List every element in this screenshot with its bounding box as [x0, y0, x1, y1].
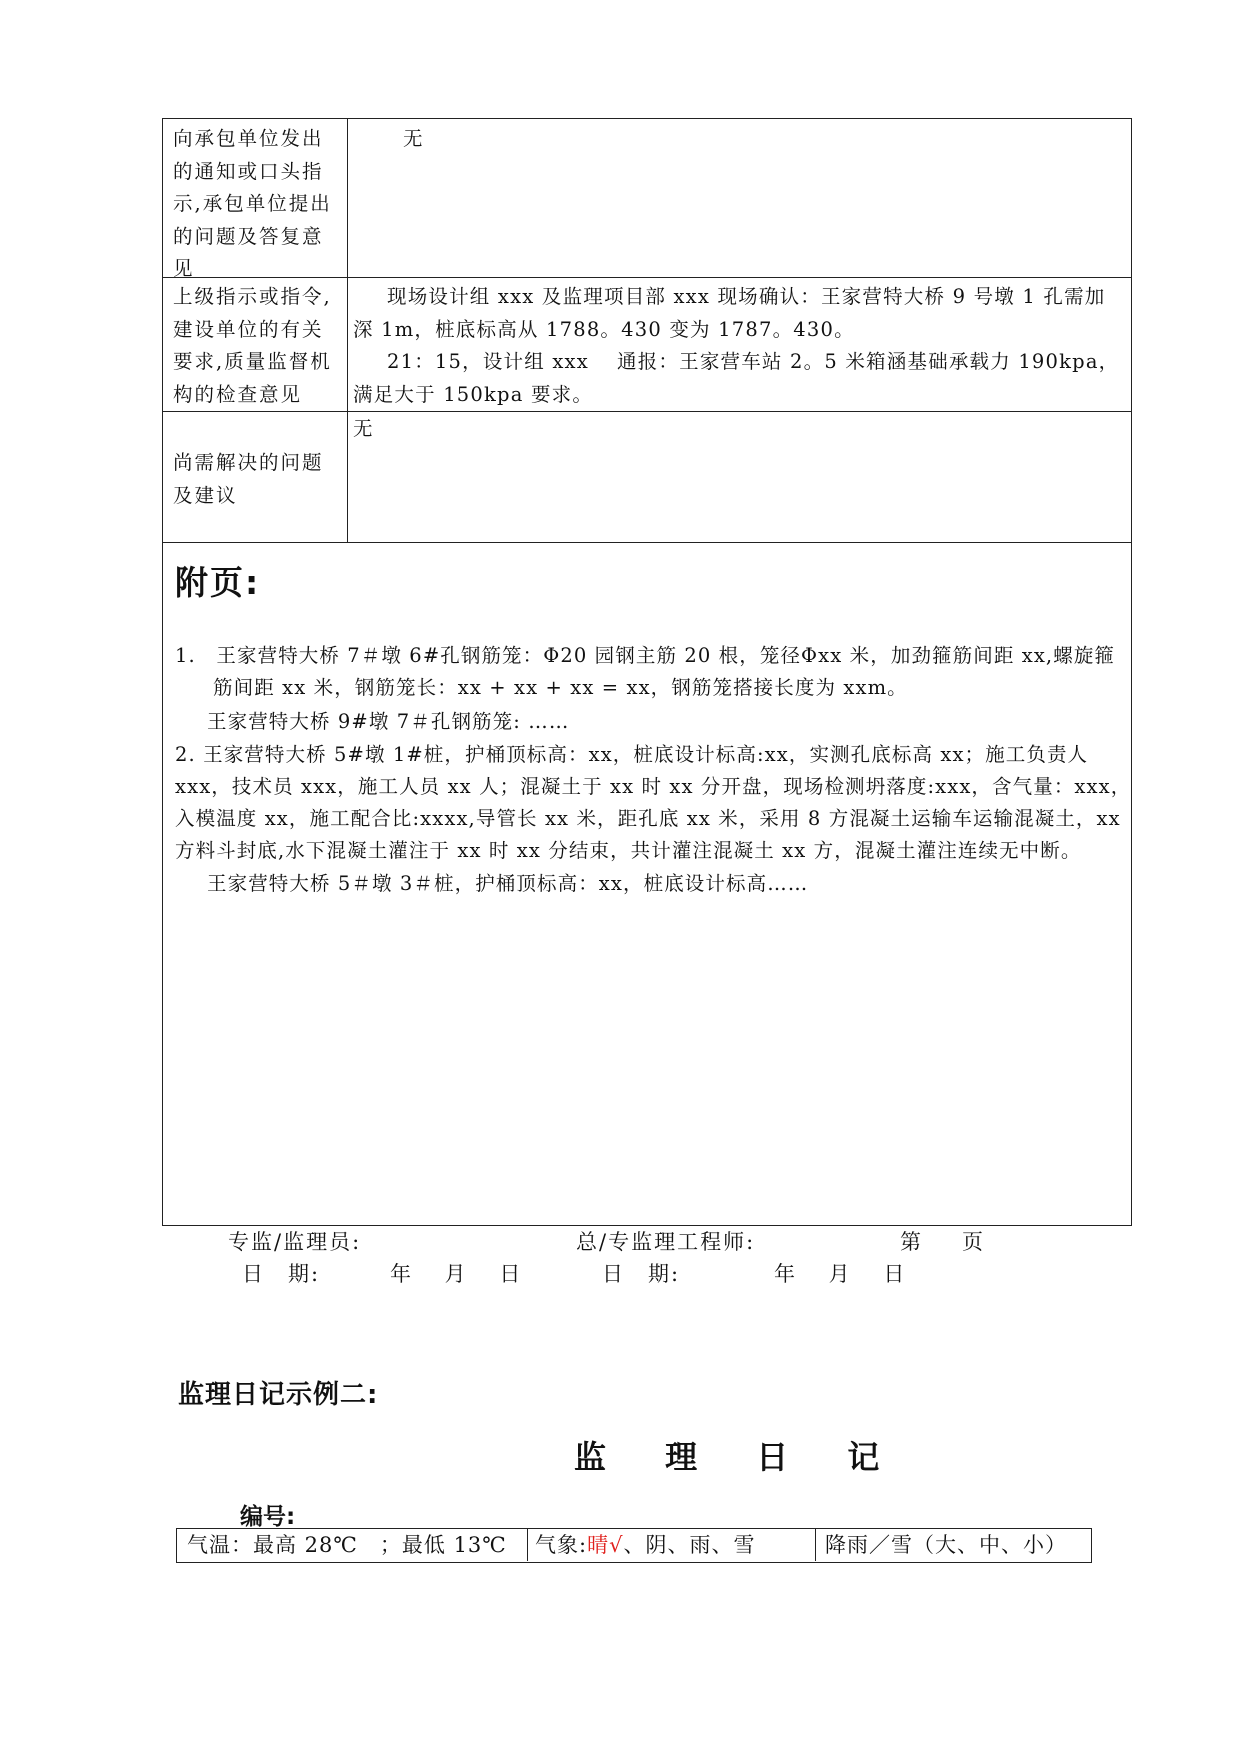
- appendix-line: 王家营特大桥 9#墩 7＃孔钢筋笼: ……: [207, 710, 570, 733]
- date-fields-supervisor: 年 月 日: [390, 1262, 523, 1286]
- chief-engineer-signature-label: 总/专监理工程师:: [576, 1230, 756, 1254]
- date-label-supervisor: 日 期:: [242, 1262, 321, 1286]
- content-line: 无: [403, 127, 424, 150]
- column-divider: [527, 1529, 528, 1561]
- weather-table: [176, 1528, 1092, 1563]
- weather-options: 、阴、雨、雪: [623, 1533, 756, 1557]
- weather-selected-sunny: 晴√: [587, 1533, 624, 1557]
- row-content-notices: [403, 123, 1173, 156]
- supervisor-signature-label: 专监/监理员:: [228, 1230, 362, 1254]
- content-line: 满足大于 150kpa 要求。: [353, 382, 594, 406]
- diary-title: 监 理 日 记: [574, 1438, 890, 1476]
- page-number-di: 第: [900, 1230, 923, 1254]
- appendix-line: 筋间距 xx 米，钢筋笼长：xx + xx + xx = xx，钢筋笼搭接长度为 xxm。: [213, 676, 908, 699]
- appendix-line: 王家营特大桥 5＃墩 3＃桩，护桶顶标高：xx，桩底设计标高……: [207, 872, 809, 895]
- supervision-log-table: [162, 118, 1132, 1226]
- content-line: 深 1m，桩底标高从 1788。430 变为 1787。430。: [353, 317, 855, 341]
- serial-number-label: 编号:: [240, 1504, 296, 1530]
- appendix-line: 方料斗封底,水下混凝土灌注于 xx 时 xx 分结束，共计灌注混凝土 xx 方，混凝土灌注连续无中断。: [175, 839, 1082, 862]
- column-divider: [347, 119, 348, 542]
- column-divider: [815, 1529, 816, 1561]
- appendix-line: 入模温度 xx，施工配合比:xxxx,导管长 xx 米，距孔底 xx 米，采用 8 方混凝土运输车运输混凝土，xx: [175, 807, 1121, 830]
- row-content-pending-issues: [353, 413, 1123, 446]
- date-label-chief: 日 期:: [602, 1262, 681, 1286]
- row-label-notices: 向承包单位发出 的通知或口头指 示,承包单位提出 的问题及答复意 见: [173, 127, 332, 280]
- row-divider: [163, 411, 1131, 412]
- appendix-line: xxx，技术员 xxx，施工人员 xx 人；混凝土于 xx 时 xx 分开盘，现场检测坍落度:xxx，含气量：xxx，: [175, 775, 1132, 798]
- row-label-instructions: 上级指示或指令, 建设单位的有关 要求,质量监督机 构的检查意见: [173, 285, 332, 406]
- content-line: 21：15，设计组 xxx 通报：王家营车站 2。5 米箱涵基础承载力 190kpa，: [387, 350, 1120, 373]
- date-fields-chief: 年 月 日: [774, 1262, 907, 1286]
- weather-prefix: 气象:: [535, 1533, 588, 1557]
- row-content-instructions: [353, 281, 1123, 411]
- precipitation-cell: 降雨／雪（大、中、小）: [825, 1533, 1067, 1557]
- example-heading: 监理日记示例二:: [178, 1380, 379, 1410]
- row-label-pending-issues: 尚需解决的问题 及建议: [173, 451, 324, 507]
- temperature-cell: 气温：最高 28℃ ；最低 13℃: [187, 1533, 507, 1557]
- content-line: 无: [353, 417, 374, 440]
- appendix-line: 1. 王家营特大桥 7＃墩 6#孔钢筋笼：Φ20 园钢主筋 20 根，笼径Φxx 米，加劲箍筋间距 xx,螺旋箍: [175, 644, 1116, 667]
- weather-cell: [535, 1529, 755, 1561]
- row-divider: [163, 542, 1131, 543]
- page-number-ye: 页: [962, 1230, 985, 1254]
- appendix-title: 附页:: [175, 563, 261, 602]
- content-line: 现场设计组 xxx 及监理项目部 xxx 现场确认：王家营特大桥 9 号墩 1 孔需加: [387, 285, 1106, 308]
- appendix-line: 2. 王家营特大桥 5#墩 1#桩，护桶顶标高：xx，桩底设计标高:xx，实测孔底标高 xx；施工负责人: [175, 743, 1089, 766]
